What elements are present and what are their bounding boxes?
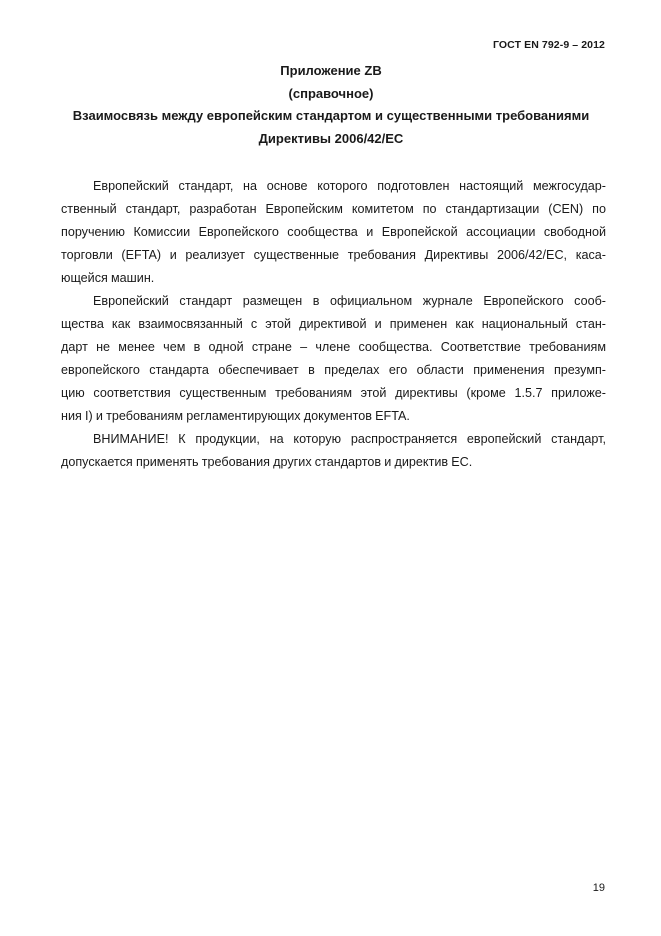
paragraph [61,290,606,428]
text-line: Европейский стандарт, на основе которого подготовлен настоящий межгосудар- [93,179,606,193]
paragraph [61,428,606,474]
appendix-subject-line-1: Взаимосвязь между европейским стандартом и существенными требованиями [72,108,590,123]
text-line: европейского стандарта обеспечивает в пределах его области применения презумп- [61,363,606,377]
text-line: торговли (EFTA) и реализует существенные требования Директивы 2006/42/ЕС, каса- [61,248,606,262]
appendix-title: Приложение ZB [280,63,382,78]
text-line: ния I) и требованиям регламентирующих документов EFTA. [61,409,410,423]
paragraph [61,175,606,290]
text-line: поручению Комиссии Европейского сообщества и Европейской ассоциации свободной [61,225,606,239]
text-line: Европейский стандарт размещен в официальном журнале Европейского сооб- [93,294,606,308]
text-line: ственный стандарт, разработан Европейским комитетом по стандартизации (CEN) по [61,202,606,216]
appendix-subject-line-2: Директивы 2006/42/ЕС [258,130,404,146]
text-line: допускается применять требования других стандартов и директив ЕС. [61,455,473,469]
appendix-type: (справочное) [288,85,374,101]
text-line: ющейся машин. [61,271,155,285]
text-line: дарт не менее чем в одной стране – члене сообщества. Соответствие требованиям [61,340,606,354]
body-text [61,175,606,474]
text-line: ВНИМАНИЕ! К продукции, на которую распространяется европейский стандарт, [93,432,606,446]
standard-code-header: ГОСТ EN 792-9 – 2012 [492,39,605,51]
page-number: 19 [592,882,605,894]
text-line: щества как взаимосвязанный с этой директивой и применен как национальный стан- [61,317,606,331]
appendix-heading-block [56,60,606,150]
text-line: цию соответствия существенным требованиям этой директивы (кроме 1.5.7 приложе- [61,386,606,400]
